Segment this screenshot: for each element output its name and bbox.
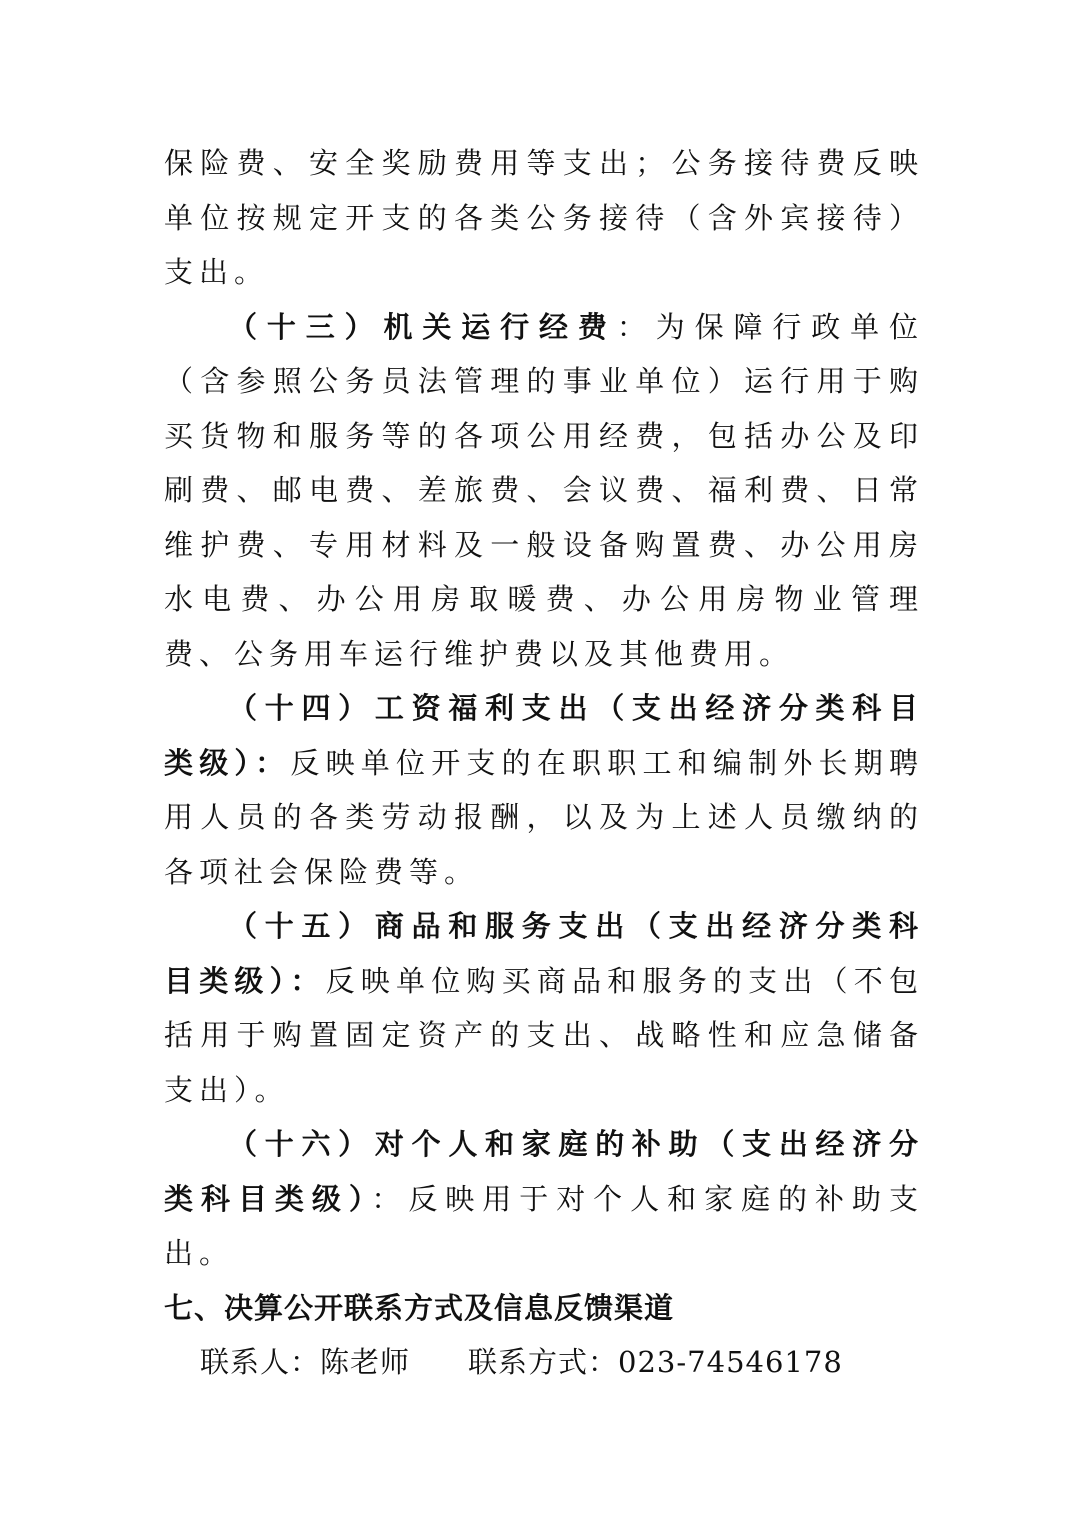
- paragraph-public-reception: [164, 136, 924, 300]
- item-16-heading: （十六）对个人和家庭的补助（支出经济分类科目类级）: [164, 1127, 924, 1216]
- paragraph-item-13: [164, 300, 924, 682]
- paragraph-item-14: [164, 681, 924, 899]
- contact-method: 联系方式：023-74546178: [468, 1345, 843, 1379]
- item-16-text: ：反映用于对个人和家庭的补助支出。: [164, 1181, 924, 1270]
- section-7-title: 七、决算公开联系方式及信息反馈渠道: [164, 1290, 675, 1325]
- item-14-heading: （十四）工资福利支出（支出经济分类科目类级）：: [164, 691, 924, 780]
- item-14-text: 反映单位开支的在职职工和编制外长期聘用人员的各类劳动报酬，以及为上述人员缴纳的各项社会保险费等。: [164, 745, 924, 889]
- item-15-text: 反映单位购买商品和服务的支出（不包括用于购置固定资产的支出、战略性和应急储备支出）。: [164, 963, 924, 1107]
- paragraph-item-15: [164, 899, 924, 1117]
- paragraph-item-16: [164, 1117, 924, 1281]
- paragraph-text: 保险费、安全奖励费用等支出；公务接待费反映单位按规定开支的各类公务接待（含外宾接待）支出。: [164, 146, 924, 289]
- item-13-text: ：为保障行政单位（含参照公务员法管理的事业单位）运行用于购买货物和服务等的各项公用经费，包括办公及印刷费、邮电费、差旅费、会议费、福利费、日常维护费、专用材料及一般设备购置费、办公用房水电费、办公用房取暖费、办公用房物业管理费、公务用车运行维护费以及其他费用。: [164, 309, 924, 671]
- item-15-heading: （十五）商品和服务支出（支出经济分类科目类级）：: [164, 909, 924, 998]
- contact-person: 联系人：陈老师: [200, 1345, 411, 1379]
- item-13-heading: （十三）机关运行经费: [228, 309, 617, 344]
- contact-line: [164, 1335, 924, 1390]
- document-body: [164, 136, 924, 1390]
